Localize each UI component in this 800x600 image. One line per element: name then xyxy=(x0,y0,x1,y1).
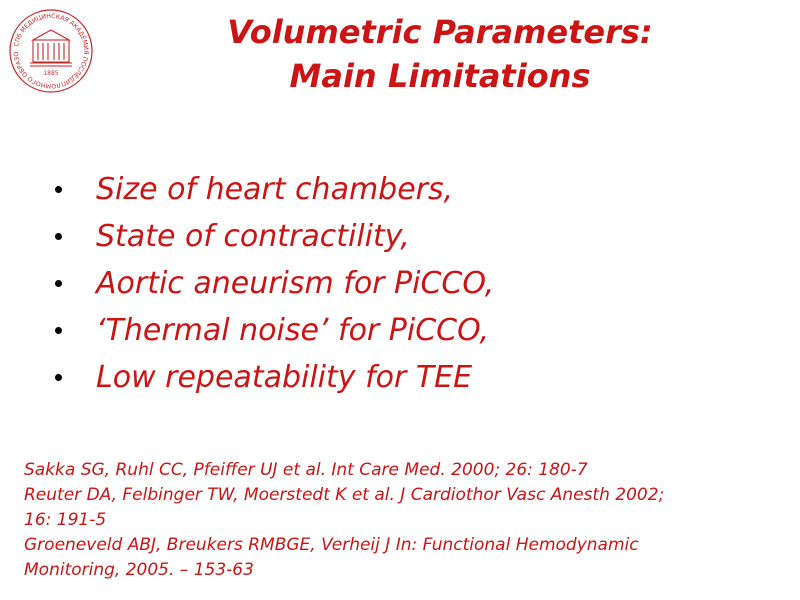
reference-line: Groeneveld ABJ, Breukers RMBGE, Verheij J In: Functional Hemodynamic xyxy=(24,535,639,555)
reference-line: Reuter DA, Felbinger TW, Moerstedt K et al. J Cardiothor Vasc Anesth 2002; xyxy=(24,485,665,505)
slide-title xyxy=(120,10,760,98)
list-item: Low repeatability for TEE xyxy=(50,354,494,401)
seal-graphic xyxy=(8,8,94,94)
seal-year: 1885 xyxy=(43,70,59,77)
reference-line: Sakka SG, Ruhl CC, Pfeiffer UJ et al. Int Care Med. 2000; 26: 180-7 xyxy=(24,460,588,480)
list-item: Size of heart chambers, xyxy=(50,166,494,213)
title-line-1: Volumetric Parameters: xyxy=(227,13,653,51)
bullet-dot-icon xyxy=(55,280,62,287)
building-icon xyxy=(30,30,72,66)
reference-line: 16: 191-5 xyxy=(24,510,107,530)
bullet-dot-icon xyxy=(55,327,62,334)
list-item: State of contractility, xyxy=(50,213,494,260)
title-line-2: Main Limitations xyxy=(289,57,591,95)
reference-line: Monitoring, 2005. – 153-63 xyxy=(24,560,254,580)
list-item: ‘Thermal noise’ for PiCCO, xyxy=(50,307,494,354)
bullet-dot-icon xyxy=(55,374,62,381)
references xyxy=(24,458,784,583)
seal-ring-text: СПб МЕДИЦИНСКАЯ АКАДЕМИЯ ПОСЛЕДИПЛОМНОГО ОБРАЗО xyxy=(12,12,90,90)
academy-seal-icon xyxy=(8,8,94,94)
bullet-dot-icon xyxy=(55,186,62,193)
list-item: Aortic aneurism for PiCCO, xyxy=(50,260,494,307)
limitations-list xyxy=(50,166,494,401)
bullet-dot-icon xyxy=(55,233,62,240)
